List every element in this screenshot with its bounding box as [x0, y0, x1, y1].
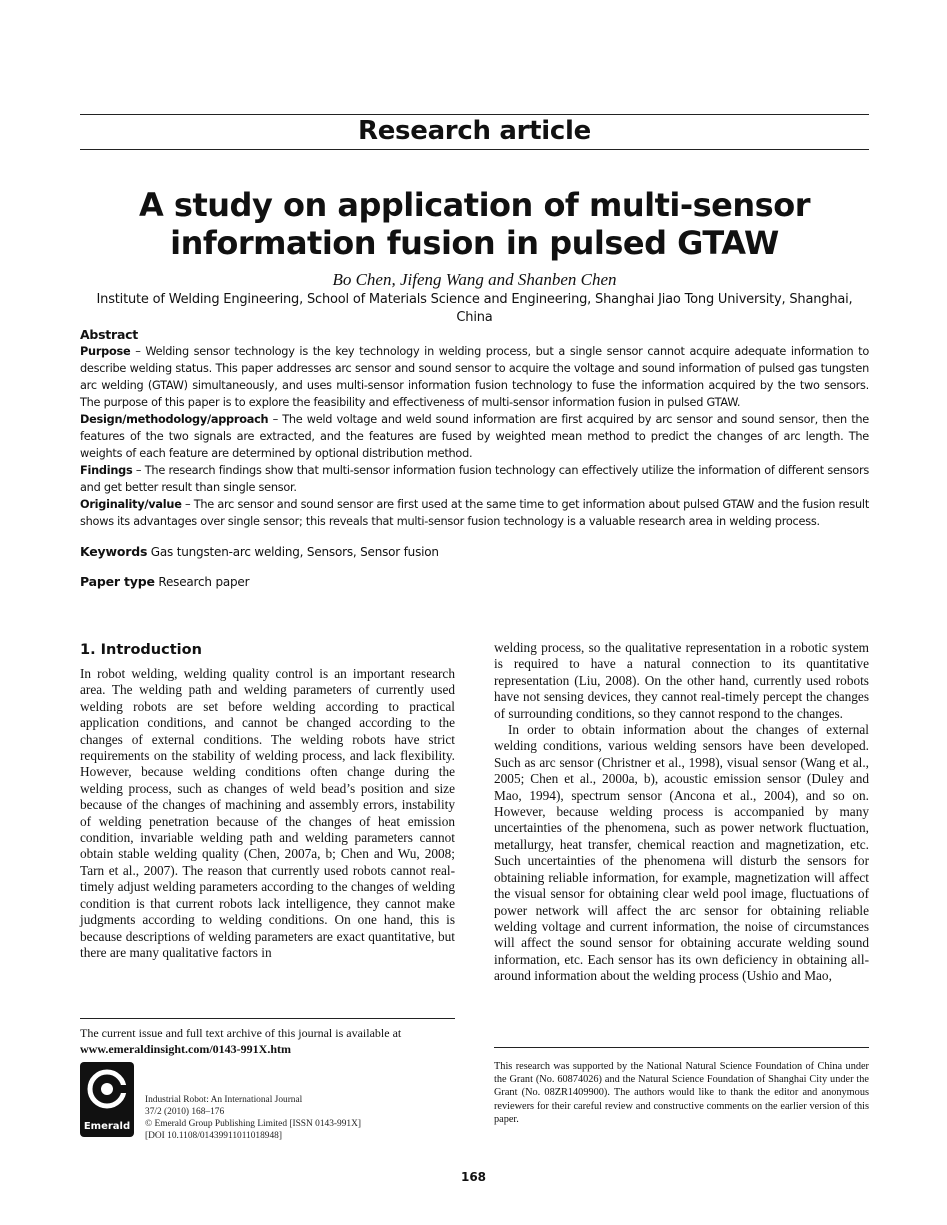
paper-type-line: [80, 574, 869, 590]
body-column-left: [80, 640, 455, 961]
footnote-rule: [494, 1047, 869, 1048]
keywords-line: [80, 544, 869, 560]
originality-text: – The arc sensor and sound sensor are first used at the same time to get information about pulsed GTAW and the fusion result shows its advantages over single sensor; this reveals that multi-sensor fusion technology is a valuable research area in welding process.: [80, 498, 869, 528]
article-type-banner: Research article: [358, 116, 591, 146]
emerald-logo: [80, 1062, 134, 1137]
author-list: Bo Chen, Jifeng Wang and Shanben Chen: [332, 270, 617, 289]
section-heading-introduction: 1. Introduction: [80, 642, 202, 658]
abstract-purpose: [80, 343, 869, 411]
paper-title: [80, 186, 869, 262]
journal-url-link[interactable]: www.emeraldinsight.com/0143-991X.htm: [80, 1042, 291, 1056]
availability-rule: [80, 1018, 455, 1019]
purpose-label: Purpose: [80, 345, 131, 358]
originality-label: Originality/value: [80, 498, 182, 511]
availability-text: The current issue and full text archive of this journal is available at: [80, 1026, 402, 1040]
journal-name: Industrial Robot: An International Journal: [145, 1095, 303, 1105]
intro-paragraph-1: In robot welding, welding quality control is an important research area. The welding path and welding parameters of currently used welding robots are set before welding according to practical application conditions, and cannot be changed according to the changes of external conditions. The welding robots have strict requirements on the stability of welding process, and lack flexibility. However, because welding conditions often change during the welding process, such as changes of weld bead’s position and size because of the changes of machining and assembly errors, instability of welding penetration because of the changes of heat emission condition, invariable welding path and welding parameters cannot obtain stable welding quality (Chen, 2007a, b; Chen and Wu, 2008; Tarn et al., 2007). The reason that currently used robots cannot real-timely adjust welding parameters according to the changes of welding condition is that current robots lack intelligence, they cannot make judgments according to welding conditions. On one hand, this is because descriptions of welding parameters are exact quantitative, but there are many qualitative factors in: [80, 666, 455, 960]
abstract-originality: [80, 496, 869, 530]
doi: [DOI 10.1108/01439911011018948]: [145, 1131, 282, 1141]
abstract-findings: [80, 462, 869, 496]
body-column-right: [494, 640, 869, 985]
volume-pages: 37/2 (2010) 168–176: [145, 1107, 225, 1117]
findings-text: – The research findings show that multi-sensor information fusion technology can effectively utilize the information of different sensors and get better result than single sensor.: [80, 464, 869, 494]
findings-label: Findings: [80, 464, 133, 477]
header-bottom-rule: [80, 149, 869, 150]
publication-info: [145, 1094, 361, 1142]
purpose-text: – Welding sensor technology is the key technology in welding process, but a single sensor cannot acquire adequate information to describe welding status. This paper addresses arc sensor and sound sensor to acquire the voltage and sound information of pulsed gas tungsten arc welding (GTAW) simultaneously, and uses multi-sensor information fusion technology to fuse the information acquired by the two sensors. The purpose of this paper is to explore the feasibility and effectiveness of multi-sensor information fusion in pulsed GTAW.: [80, 345, 869, 409]
author-affiliation: Institute of Welding Engineering, School of Materials Science and Engineering, Shanghai Jiao Tong University, Shanghai, China: [96, 292, 853, 325]
emerald-logo-text: Emerald: [83, 1121, 131, 1132]
title-line-1: A study on application of multi-sensor: [139, 186, 810, 224]
title-line-2: information fusion in pulsed GTAW: [170, 224, 779, 262]
abstract-block: [80, 326, 869, 530]
abstract-heading: Abstract: [80, 327, 139, 342]
design-text: – The weld voltage and weld sound information are first acquired by arc sensor and sound sensor, then the features of the two signals are extracted, and the features are fused by weighted mean method to predict the changes of arc length. The weights of each feature are determined by optional distribution method.: [80, 413, 869, 460]
copyright-issn: © Emerald Group Publishing Limited [ISSN 0143-991X]: [145, 1119, 361, 1129]
journal-availability-note: [80, 1025, 455, 1057]
paper-type-text: Research paper: [154, 575, 250, 589]
keywords-text: Gas tungsten-arc welding, Sensors, Sensor fusion: [147, 545, 439, 559]
abstract-design: [80, 411, 869, 462]
design-label: Design/methodology/approach: [80, 413, 269, 426]
intro-paragraph-1-continued: welding process, so the qualitative representation in a robotic system is required to have a natural connection to its quantitative representation (Liu, 2008). On the other hand, currently used robots have not sensing devices, they cannot real-timely percept the changes of surrounding conditions, so they cannot respond to the changes.: [494, 640, 869, 721]
page-number: 168: [460, 1170, 487, 1184]
keywords-label: Keywords: [80, 544, 148, 559]
intro-paragraph-2: In order to obtain information about the changes of external welding conditions, various welding sensors have been developed. Such as arc sensor (Christner et al., 1998), visual sensor (Wang et al., 2005; Chen et al., 2000a, b), acoustic emission sensor (Duley and Mao, 1994), spectrum sensor (Ancona et al., 2004), and so on. However, because welding process is accompanied by many uncertainties of the phenomena, such as power network fluctuation, metallurgy, heat transfer, chemical reaction and magnetization, etc. Such uncertainties of the phenomena will disturb the sensors for obtaining reliable information, for example, magnetization will affect the visual sensor for obtaining clear weld pool image, fluctuations of power network will affect the arc sensor for obtaining reliable welding voltage and current information, the noise of circumstances will affect the sound sensor for obtaining accurate welding sound information, etc. Each sensor has its own deficiency in obtaining all-around information about the welding process (Ushio and Mao,: [494, 722, 869, 984]
funding-footnote: This research was supported by the National Natural Science Foundation of China under the Grant (No. 60874026) and the Natural Science Foundation of Shanghai City under the Grant (No. 08ZR1409900). The authors would like to thank the editor and anonymous reviewers for their careful review and constructive comments on the earlier version of this paper.: [494, 1061, 869, 1125]
paper-type-label: Paper type: [80, 574, 155, 589]
